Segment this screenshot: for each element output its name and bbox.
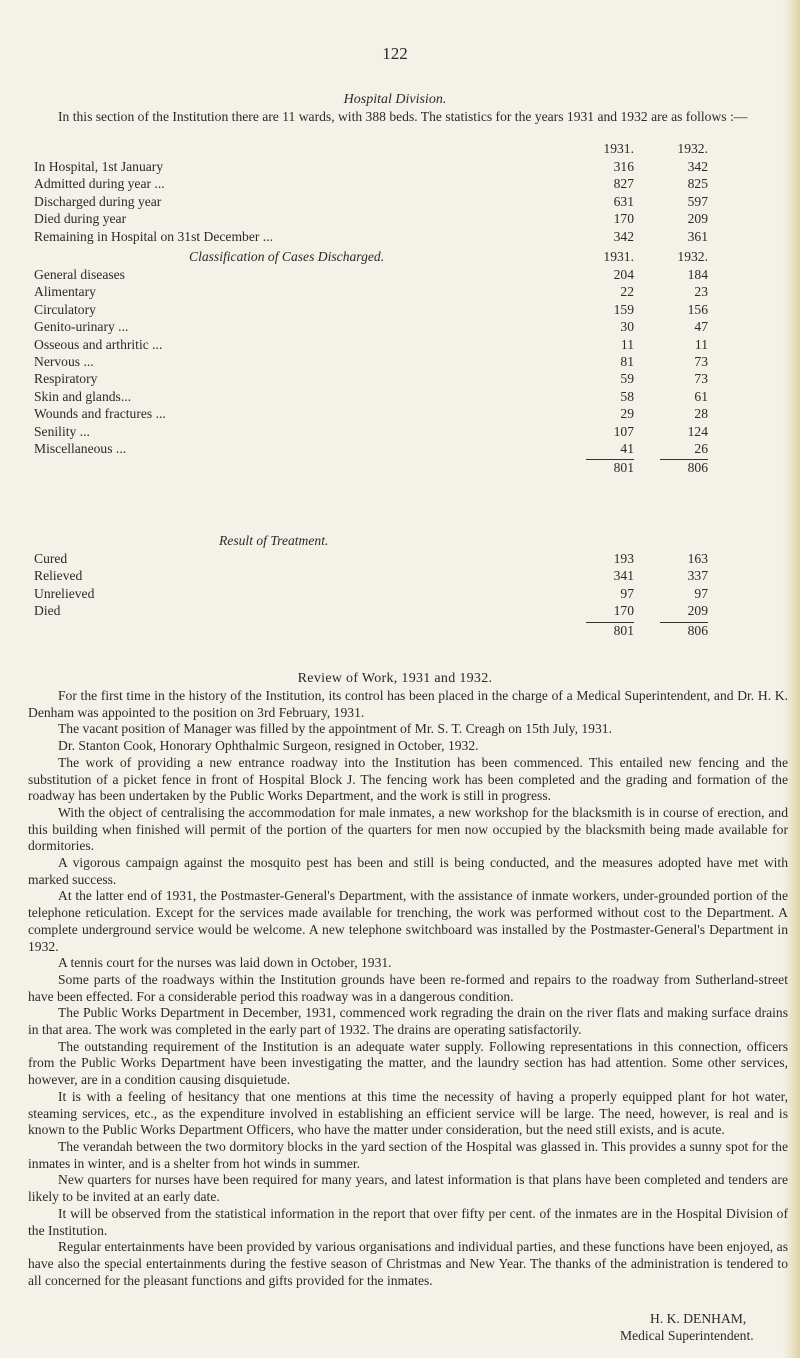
classification-header xyxy=(34,248,774,266)
total-1932: 806 xyxy=(660,459,708,476)
review-paragraph: At the latter end of 1931, the Postmaster-General's Department, with the assistance of inmate workers, under-grounded portion of the telephone reticulation. Except for the services made available for trenching, the work was performed without cost to the Department. A complete underground service would be welcome. A new telephone switchboard was installed by the Postmaster-General's Department in 1932. xyxy=(28,888,788,954)
class-year-1931: 1931. xyxy=(603,249,634,264)
row-label: Respiratory xyxy=(34,371,98,387)
review-paragraph: The Public Works Department in December, 1931, commenced work regrading the drain on the river flats and making surface drains in that area. The work was completed in the early part of 1932. The drains are operating satisfactorily. xyxy=(28,1005,788,1038)
signatory-title: Medical Superintendent. xyxy=(620,1328,754,1343)
signature-block xyxy=(620,1310,754,1344)
row-label: Skin and glands... xyxy=(34,388,132,404)
table-row xyxy=(34,567,774,584)
value-1931: 204 xyxy=(613,267,634,282)
total-row xyxy=(34,620,774,640)
row-label: Nervous ... xyxy=(34,353,94,369)
total-1931: 801 xyxy=(586,622,634,639)
review-paragraph: Regular entertainments have been provided by various organisations and individual parties, and these functions have been enjoyed, as have also the special entertainments during the festive season of Christmas and New Year. The thanks of the administration is tendered to all concerned for the pleasant functions and gifts provided for the inmates. xyxy=(28,1239,788,1288)
intro-text: In this section of the Institution there are 11 wards, with 388 beds. The statistics for the years 1931 and 1932 are as follows :— xyxy=(58,109,748,124)
value-1932: 11 xyxy=(694,336,708,352)
row-label: Osseous and arthritic ... xyxy=(34,336,163,352)
result-header xyxy=(34,532,774,550)
row-label: Circulatory xyxy=(34,301,96,317)
value-1931: 827 xyxy=(613,176,634,192)
result-table xyxy=(34,532,774,640)
value-1931: 170 xyxy=(613,603,634,619)
value-1931: 159 xyxy=(613,301,634,317)
review-paragraph: The vacant position of Manager was filled by the appointment of Mr. S. T. Creagh on 15th July, 1931. xyxy=(58,721,612,737)
review-paragraph: The work of providing a new entrance roadway into the Institution has been commenced. This entailed new fencing and the substitution of a picket fence in front of Hospital Block J. The fencing work has been completed and the grading and formation of the roadway has been undertaken by the Public Works Department, and the work is still in progress. xyxy=(28,754,788,804)
review-paragraph: The outstanding requirement of the Institution is an adequate water supply. Following representations in this connection, officers from the Public Works Department have been investigating the matter, and the laundry section has had attention. Some other services, however, are in a condition causing disquietude. xyxy=(28,1038,788,1088)
row-label: Discharged during year xyxy=(34,193,162,209)
year-1931-header: 1931. xyxy=(603,141,634,156)
value-1932: 209 xyxy=(687,211,708,227)
value-1931: 316 xyxy=(613,159,634,174)
table-row xyxy=(34,318,774,335)
value-1932: 47 xyxy=(694,319,708,335)
row-label: Alimentary xyxy=(34,284,96,300)
value-1931: 30 xyxy=(620,319,634,335)
value-1932: 337 xyxy=(687,568,708,584)
review-paragraph: A tennis court for the nurses was laid down in October, 1931. xyxy=(58,955,392,971)
value-1932: 28 xyxy=(694,406,708,422)
row-label: Wounds and fractures ... xyxy=(34,406,166,422)
review-paragraph: New quarters for nurses have been required for many years, and latest information is that plans have been completed and tenders are likely to be invited at an early date. xyxy=(28,1172,788,1205)
classification-caption: Classification of Cases Discharged. xyxy=(189,249,385,264)
row-label: In Hospital, 1st January xyxy=(34,159,164,174)
review-paragraph: It will be observed from the statistical information in the report that over fifty per cent. of the inmates are in the Hospital Division of the Institution. xyxy=(28,1205,788,1238)
value-1931: 193 xyxy=(613,551,634,566)
review-paragraph: A vigorous campaign against the mosquito pest has been and still is being conducted, and the measures adopted have met with marked success. xyxy=(28,855,788,887)
review-paragraph: With the object of centralising the accommodation for male inmates, a new workshop for the blacksmith is in course of erection, and this building when finished will permit of the portion of the quarters for men now occupied by the blacksmith being made available for dormitories. xyxy=(28,804,788,854)
table-row xyxy=(34,550,774,567)
table-row xyxy=(34,283,774,300)
total-1931: 801 xyxy=(586,459,634,476)
total-1932: 806 xyxy=(660,622,708,639)
value-1932: 61 xyxy=(694,388,708,404)
class-year-1932: 1932. xyxy=(677,249,708,264)
table-row xyxy=(34,158,774,175)
value-1931: 342 xyxy=(613,228,634,244)
row-label: Remaining in Hospital on 31st December ... xyxy=(34,228,273,244)
value-1931: 97 xyxy=(620,585,634,601)
table-row xyxy=(34,336,774,353)
review-paragraph: Some parts of the roadways within the Institution grounds have been re-formed and repairs to the roadway from Sutherland-street have been effected. For a considerable period this roadway was in a dangerous condition. xyxy=(28,971,788,1004)
year-1932-header: 1932. xyxy=(677,141,708,156)
row-label: Miscellaneous ... xyxy=(34,440,127,456)
row-label: General diseases xyxy=(34,267,125,282)
value-1932: 73 xyxy=(694,371,708,387)
signatory-name: H. K. DENHAM, xyxy=(650,1311,747,1326)
value-1931: 107 xyxy=(613,423,634,439)
review-paragraph: Dr. Stanton Cook, Honorary Ophthalmic Surgeon, resigned in October, 1932. xyxy=(58,738,479,754)
table-row xyxy=(34,175,774,192)
row-label: Genito-urinary ... xyxy=(34,319,129,335)
value-1932: 209 xyxy=(687,603,708,619)
table-row xyxy=(34,193,774,210)
review-body xyxy=(28,688,788,1289)
intro-paragraph xyxy=(28,108,788,125)
row-label: Died during year xyxy=(34,211,127,227)
review-paragraph: It is with a feeling of hesitancy that one mentions at this time the necessity of having a properly equipped plant for hot water, steaming services, etc., as the expenditure involved in establishing an efficient service will be large. The need, however, is real and is known to the Public Works Department Officers, who have the matter under consideration, but the need still exists, and is acute. xyxy=(28,1088,788,1138)
value-1932: 156 xyxy=(687,301,708,317)
value-1932: 825 xyxy=(687,176,708,192)
table-row xyxy=(34,210,774,227)
row-label: Unrelieved xyxy=(34,585,95,601)
row-label: Admitted during year ... xyxy=(34,176,165,192)
table-row xyxy=(34,585,774,602)
value-1931: 631 xyxy=(613,193,634,209)
row-label: Died xyxy=(34,603,61,619)
value-1932: 361 xyxy=(687,228,708,244)
table-row xyxy=(34,228,774,245)
value-1932: 97 xyxy=(694,585,708,601)
row-label: Cured xyxy=(34,551,68,566)
review-paragraph: The verandah between the two dormitory blocks in the yard section of the Hospital was glassed in. This provides a sunny spot for the inmates in winter, and is a shelter from hot winds in summer. xyxy=(28,1138,788,1171)
table-row xyxy=(34,370,774,387)
row-label: Senility ... xyxy=(34,423,90,439)
value-1931: 81 xyxy=(620,353,634,369)
page-number: 122 xyxy=(382,44,408,63)
table-row xyxy=(34,301,774,318)
value-1932: 23 xyxy=(694,284,708,300)
value-1932: 163 xyxy=(687,551,708,566)
value-1932: 124 xyxy=(687,423,708,439)
value-1931: 170 xyxy=(613,211,634,227)
value-1932: 73 xyxy=(694,353,708,369)
value-1931: 11 xyxy=(620,336,634,352)
value-1932: 26 xyxy=(694,440,708,456)
table-row xyxy=(34,388,774,405)
table-row xyxy=(34,266,774,283)
hospital-stats-table xyxy=(34,140,774,245)
value-1931: 29 xyxy=(620,406,634,422)
value-1932: 184 xyxy=(687,267,708,282)
review-paragraph: For the first time in the history of the Institution, its control has been placed in the charge of a Medical Superintendent, and Dr. H. K. Denham was appointed to the position on 3rd February, 1931. xyxy=(28,688,788,720)
table-row xyxy=(34,423,774,440)
value-1931: 59 xyxy=(620,371,634,387)
review-title: Review of Work, 1931 and 1932. xyxy=(297,671,493,686)
value-1932: 597 xyxy=(687,193,708,209)
value-1931: 22 xyxy=(620,284,634,300)
value-1931: 58 xyxy=(620,388,634,404)
value-1931: 341 xyxy=(613,568,634,584)
result-caption: Result of Treatment. xyxy=(219,533,329,548)
stats-header xyxy=(34,140,774,158)
row-label: Relieved xyxy=(34,568,83,584)
table-row xyxy=(34,440,774,457)
value-1931: 41 xyxy=(620,440,634,456)
total-row xyxy=(34,457,774,477)
table-row xyxy=(34,405,774,422)
table-row xyxy=(34,353,774,370)
classification-table xyxy=(34,248,774,477)
section-title: Hospital Division. xyxy=(343,92,447,107)
value-1932: 342 xyxy=(687,159,708,174)
table-row xyxy=(34,602,774,619)
